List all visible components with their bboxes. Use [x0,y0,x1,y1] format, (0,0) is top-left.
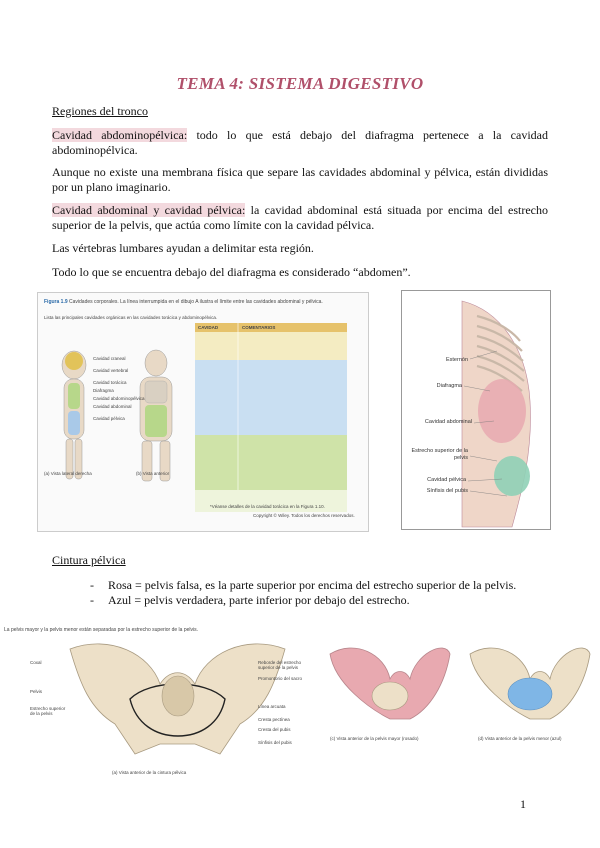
table-head-comments: COMENTARIOS [242,325,276,330]
paragraph-abdominopelvica [52,128,548,158]
label-linea-arcuata: Línea arcuata [258,704,286,709]
page-title: TEMA 4: SISTEMA DIGESTIVO [176,74,424,93]
figure-caption: Figura 1.9 Cavidades corporales. La línea interrumpida en el dibujo A ilustra el límite entre las cavidades abdominal y pélvica. [44,299,323,305]
bullet-item: - Azul = pelvis verdadera, parte inferior por debajo del estrecho. [90,593,516,608]
view-a-caption: (a) Vista lateral derecha [44,471,92,476]
view-c-caption: (c) Vista anterior de la pelvis mayor (rosado) [330,736,419,741]
label-pelvis: Pelvis [30,689,43,694]
table-head-cavity: CAVIDAD [198,325,219,330]
label-cresta-pectinea: Cresta pectínea [258,717,290,722]
section-heading-cintura: Cintura pélvica [52,553,126,567]
bullet-item: - Rosa = pelvis falsa, es la parte superior por encima del estrecho superior de la pelvis. [90,578,516,593]
figure-copyright: Copyright © Wiley. Todos los derechos reservados. [253,513,355,518]
figure-subcaption: Lista las principales cavidades orgánicas en las cavidades torácica y abdominopélvica. [44,315,218,320]
label-cavidad-pelvica: Cavidad pélvica [427,477,466,483]
pelvis-illustration [0,624,600,784]
label-estrecho-superior: Estrecho superior de la pelvis [411,448,468,461]
figure-body-cavities [37,292,369,532]
bullet-list [90,578,516,608]
label-promontorio: Promontorio del sacro [258,676,303,681]
label-sinfisis: Sínfisis del pubis [426,488,468,494]
section-heading-regiones: Regiones del tronco [52,104,148,118]
label-reborde: Reborde del estrecho superior de la pelvis [258,660,302,670]
highlight-term: Cavidad abdominopélvica: [52,128,188,142]
label-coxal: Coxal [30,660,42,665]
paragraph-vertebras: Las vértebras lumbares ayudan a delimitar esta región. [52,241,314,255]
label-estrecho: Estrecho superior de la pelvis [30,706,66,716]
paragraph-text: la cavidad abdominal está situada por encima del estrecho superior de la pelvis, que actúa como límite con la cavidad pélvica. [52,203,548,232]
label-sinfisis-pubis: Sínfisis del pubis [258,740,292,745]
label-cresta-pubis: Cresta del pubis [258,727,291,732]
figure1-labels: Cavidad craneal Cavidad vertebral Cavidad torácica Diafragma Cavidad abdominopélvica Cavidad abdominal Cavidad pélvica [93,356,145,421]
highlight-term: Cavidad abdominal y cavidad pélvica: [52,203,246,217]
view-b-caption: (b) Vista anterior [136,471,170,476]
paragraph-text: todo lo que está debajo del diafragma pertenece a la cavidad abdominopélvica. [52,128,548,157]
paragraph-abdomen: Todo lo que se encuentra debajo del diafragma es considerado “abdomen”. [52,265,411,279]
figure-lateral-cavities [401,290,551,530]
view-d-caption: (d) Vista anterior de la pelvis menor (azul) [478,736,562,741]
figure-footnote: *Véanse detalles de la cavidad torácica en la Figura 1.10. [210,504,325,509]
label-diafragma: Diafragma [436,383,462,389]
label-cavidad-abdominal: Cavidad abdominal [424,419,472,425]
figure3-caption: La pelvis mayor y la pelvis menor están separadas por la estrecho superior de la pelvis. [4,627,198,633]
view-a3-caption: (a) Vista anterior de la cintura pélvica [112,770,187,775]
paragraph-plano: Aunque no existe una membrana física que separe las cavidades abdominal y pélvica, están divididas por un plano imaginario. [52,165,548,194]
page-number: 1 [520,797,526,811]
figure-pelvic-girdle [0,624,600,784]
label-esternon: Esternón [445,357,468,363]
paragraph-cavidades [52,203,548,233]
